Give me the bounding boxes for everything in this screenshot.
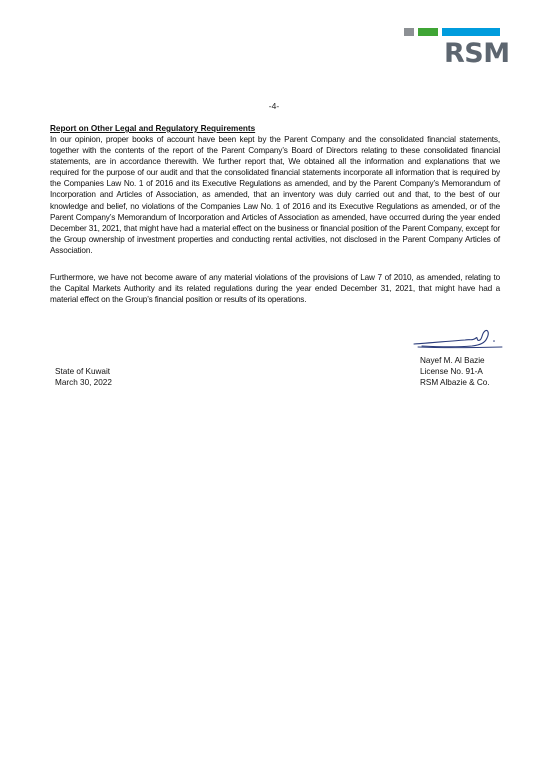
paragraph-cma-violations: Furthermore, we have not become aware of any material violations of the provisions of Law 7 of 2010, as amended, relating to the Capital Markets Authority and its related regulations during the year ended December 31, 2021, that might have had a material effect on the Group’s financial position or results of its operations. — [50, 273, 500, 305]
signatory-license: License No. 91-A — [420, 367, 483, 376]
rsm-logo — [404, 28, 510, 70]
signatory-name: Nayef M. Al Bazie — [420, 356, 485, 365]
logo-bar-green — [418, 28, 438, 36]
signatory-firm: RSM Albazie & Co. — [420, 378, 490, 387]
logo-bar-gray — [404, 28, 414, 36]
handwritten-signature — [410, 326, 506, 352]
place: State of Kuwait — [55, 367, 111, 376]
logo-bar-blue — [442, 28, 500, 36]
paragraph-legal-opinion: In our opinion, proper books of account have been kept by the Parent Company and the consolidated financial statements, together with the contents of the report of the Parent Company’s Board of Directors relating to these consolidated financial statements, are in accordance therewith. We further report that, We obtained all the information and explanations that we required for the purpose of our audit and that the consolidated financial statements incorporate all information that is required by the Companies Law No. 1 of 2016 and its Executive Regulations as amended, and by the Parent Company’s Memorandum of Incorporation and Articles of Association, as amended, that an inventory was duly carried out and that, to the best of our knowledge and belief, no violations of the Companies Law No. 1 of 2016 and its Executive Regulations as amended, or of the Parent Company’s Memorandum of Incorporation and Articles of Association as amended, have occurred during the year ended December 31, 2021, that might have had a material effect on the business or financial position of the Parent Company, except for the Group ownership of investment properties and conducting rental activities, not disclosed in the Parent Company Articles of Association. — [50, 135, 500, 255]
signatory-block — [420, 355, 490, 388]
page-number: -4- — [268, 101, 280, 111]
logo-wordmark: RSM — [444, 38, 510, 69]
report-date: March 30, 2022 — [55, 378, 112, 387]
section-heading: Report on Other Legal and Regulatory Requirements — [50, 124, 256, 133]
place-date-block — [55, 366, 112, 388]
